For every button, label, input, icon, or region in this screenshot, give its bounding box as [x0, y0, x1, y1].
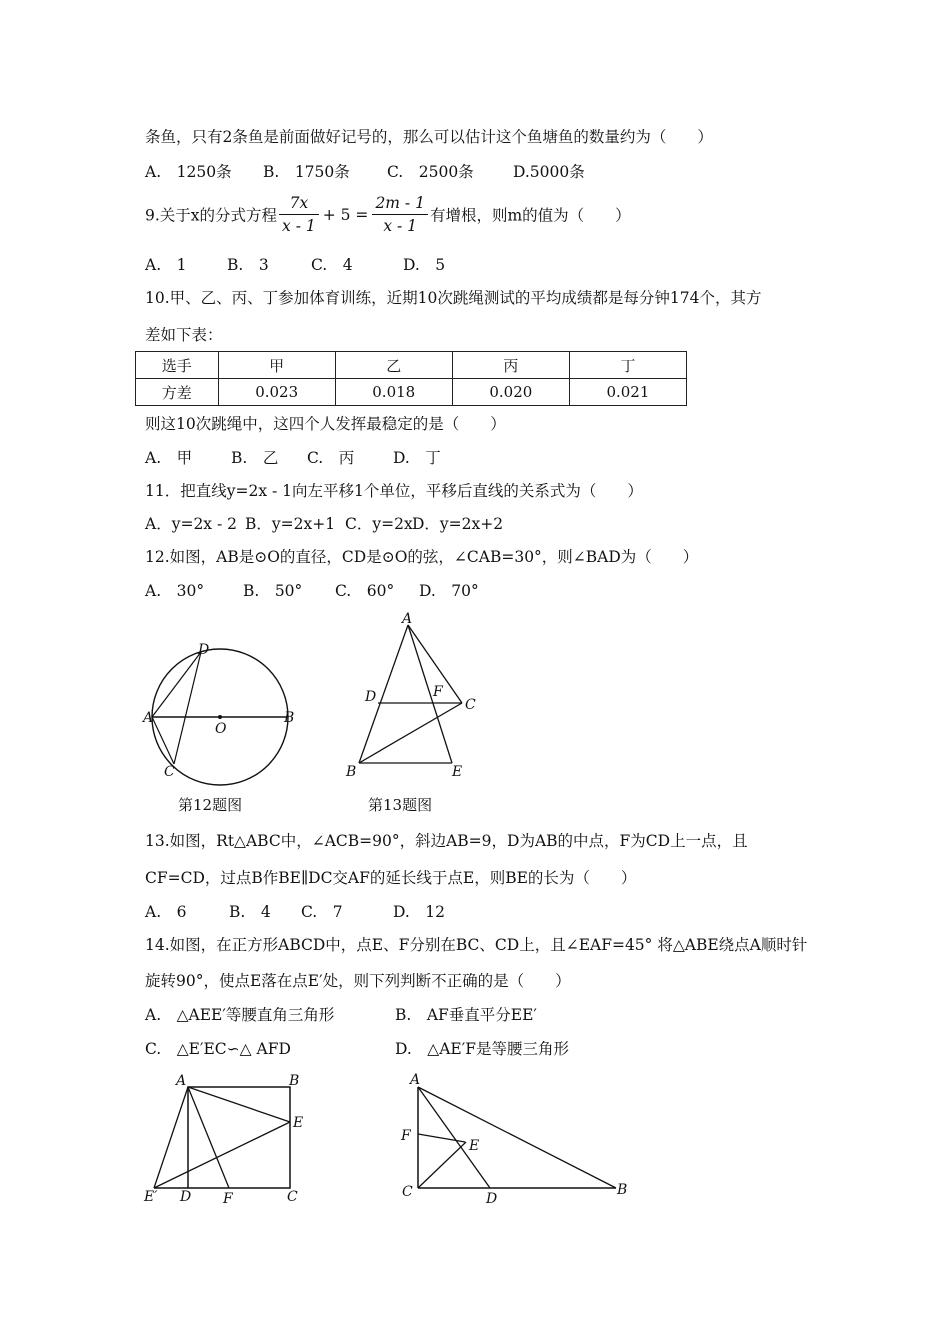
fig14a-label-e: E	[293, 1115, 304, 1131]
segment-fe	[418, 1134, 465, 1142]
table-header-cell: 乙	[335, 352, 452, 379]
q11-text: 11．把直线y=2x - 1向左平移1个单位，平移后直线的关系式为（ ）	[145, 482, 643, 500]
q14-option-d: D. △AE′F是等腰三角形	[395, 1040, 570, 1058]
fig14b-label-a: A	[410, 1072, 421, 1088]
q13-option-a: A. 6	[145, 903, 187, 921]
q9-plus: + 5 =	[322, 205, 369, 224]
q13-line1: 13.如图，Rt△ABC中，∠ACB=90°，斜边AB=9，D为AB的中点，F为CD上一点，且	[145, 832, 748, 850]
fig13-label-f: F	[433, 684, 443, 700]
q10-line2: 差如下表：	[145, 326, 223, 344]
table-cell: 0.020	[452, 379, 569, 406]
fig12-label-d: D	[198, 642, 210, 658]
fig13-label-c: C	[465, 697, 476, 713]
q8-option-d: D.5000条	[513, 163, 585, 181]
fig14b-label-d: D	[486, 1191, 498, 1207]
q9-option-c: C. 4	[311, 256, 353, 274]
q8-option-c: C. 2500条	[387, 163, 474, 181]
q8-option-b: B. 1750条	[263, 163, 350, 181]
q11-option-a: A．y=2x - 2	[145, 515, 237, 533]
fig12-label-c: C	[164, 764, 175, 780]
q9-frac2-denominator: x - 1	[383, 217, 418, 235]
fig12-label-o: O	[215, 721, 227, 737]
q10-option-d: D. 丁	[393, 449, 441, 467]
q14-option-c: C. △E′EC∽△ AFD	[145, 1040, 291, 1058]
q9-frac1-numerator: 7x	[279, 192, 319, 215]
table-header-cell: 丙	[452, 352, 569, 379]
fig13-label-e: E	[452, 764, 463, 780]
q12-text: 12.如图，AB是⊙O的直径，CD是⊙O的弦，∠CAB=30°，则∠BAD为（ ）	[145, 548, 699, 566]
q10-line1: 10.甲、乙、丙、丁参加体育训练，近期10次跳绳测试的平均成绩都是每分钟174个，其方	[145, 289, 762, 307]
q11-option-b: B．y=2x+1	[245, 515, 336, 533]
fig14a-label-f: F	[223, 1191, 233, 1207]
table-header-cell: 选手	[136, 352, 219, 379]
table-header-cell: 丁	[569, 352, 686, 379]
q14-line2: 旋转90°，使点E落在点E′处，则下列判断不正确的是（ ）	[145, 972, 571, 990]
q12-option-b: B. 50°	[243, 582, 303, 600]
q9-prefix: 9.关于x的分式方程	[145, 206, 278, 225]
q9-option-d: D. 5	[403, 256, 446, 274]
fig12-label-b: B	[284, 710, 295, 726]
table-header-cell: 甲	[218, 352, 335, 379]
fig13-label-a: A	[402, 611, 413, 627]
q9-suffix: 有增根，则m的值为（ ）	[429, 206, 631, 225]
q13-option-d: D. 12	[393, 903, 446, 921]
q8-option-a: A. 1250条	[145, 163, 232, 181]
fig13-label-b: B	[346, 764, 357, 780]
q14-option-a: A. △AEE′等腰直角三角形	[145, 1006, 335, 1024]
q9-frac2-numerator: 2m - 1	[372, 192, 428, 215]
fig14b-label-c: C	[402, 1184, 413, 1200]
q8-text: 条鱼，只有2条鱼是前面做好记号的，那么可以估计这个鱼塘鱼的数量约为（ ）	[145, 128, 713, 146]
q12-option-c: C. 60°	[335, 582, 395, 600]
q10-option-b: B. 乙	[231, 449, 279, 467]
q13-line2: CF=CD，过点B作BE∥DC交AF的延长线于点E，则BE的长为（ ）	[145, 869, 637, 887]
q14-option-b: B. AF垂直平分EE′	[395, 1006, 537, 1024]
fig14a-label-d: D	[180, 1189, 192, 1205]
q14-line1: 14.如图，在正方形ABCD中，点E、F分别在BC、CD上，且∠EAF=45° 将△ABE绕点A顺时针	[145, 936, 808, 954]
fig14a-label-e-prime: E′	[144, 1189, 158, 1205]
q12-option-a: A. 30°	[145, 582, 205, 600]
q13-option-c: C. 7	[301, 903, 343, 921]
q10-option-c: C. 丙	[307, 449, 355, 467]
figure-12-caption: 第12题图	[178, 796, 243, 814]
segment-ce	[418, 1142, 466, 1188]
fig13-label-d: D	[365, 689, 377, 705]
table-cell: 方差	[136, 379, 219, 406]
q9-option-b: B. 3	[227, 256, 269, 274]
q12-option-d: D. 70°	[419, 582, 479, 600]
table-cell: 0.021	[569, 379, 686, 406]
fig14a-label-c: C	[287, 1189, 298, 1205]
side-ab	[418, 1087, 616, 1188]
fig14a-label-b: B	[289, 1073, 300, 1089]
fig14b-label-b: B	[617, 1182, 628, 1198]
q9-frac1-denominator: x - 1	[282, 217, 316, 235]
table-cell: 0.018	[335, 379, 452, 406]
fig14b-label-e: E	[469, 1138, 480, 1154]
figure-13-caption: 第13题图	[368, 796, 433, 814]
q11-option-c: C．y=2x	[345, 515, 413, 533]
fig14b-label-f: F	[401, 1128, 411, 1144]
table-cell: 0.023	[218, 379, 335, 406]
q10-option-a: A. 甲	[145, 449, 193, 467]
q11-option-d: D．y=2x+2	[412, 515, 504, 533]
q10-question: 则这10次跳绳中，这四个人发挥最稳定的是（ ）	[145, 415, 506, 433]
fig12-label-a: A	[143, 710, 154, 726]
q13-option-b: B. 4	[229, 903, 271, 921]
q9-option-a: A. 1	[145, 256, 187, 274]
fig14a-label-a: A	[176, 1073, 187, 1089]
